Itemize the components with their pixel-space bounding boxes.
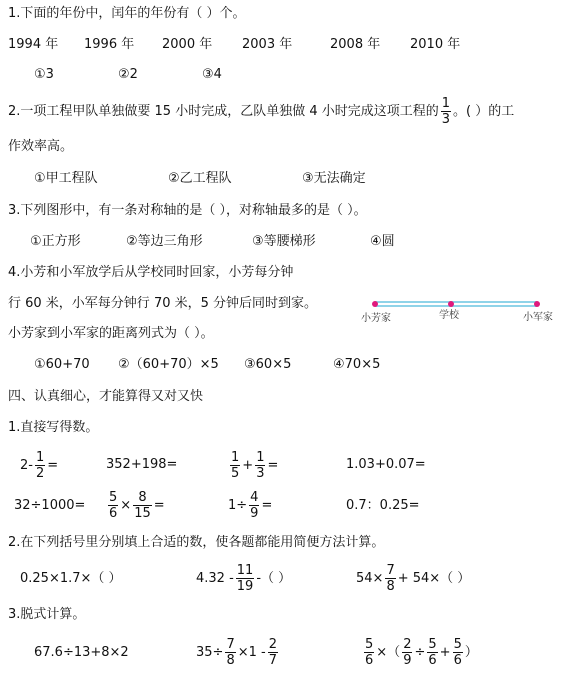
- sub1-e1-equals: =: [47, 457, 59, 473]
- sub3-e3-numerator-1: 5: [365, 637, 374, 652]
- sub1-e6-numerator-2: 8: [133, 490, 152, 506]
- q4-option-2: ②（60+70）×5: [118, 357, 219, 372]
- sub3-e2-middle: ×1 -: [237, 644, 266, 660]
- sub3-e2-denominator-1: 8: [226, 653, 235, 668]
- sub2-expr-1: 0.25×1.7×（ ）: [20, 571, 122, 586]
- sub1-e3-denominator-1: 5: [231, 466, 240, 481]
- q1-year-6: 2010 年: [410, 37, 461, 52]
- sub3-e3-close: ）: [464, 644, 478, 660]
- sub1-e3-fraction-1: [230, 450, 240, 481]
- q4-option-4: ④70×5: [333, 357, 381, 372]
- q2-line-2: 作效率高。: [8, 139, 74, 154]
- q1-option-1: ①3: [34, 67, 54, 82]
- sub2-e3-suffix: + 54×（ ）: [397, 570, 471, 586]
- sub3-e3-denominator-3: 6: [428, 653, 437, 668]
- q4-line-2: 行 60 米，小军每分钟行 70 米，5 分钟后同时到家。: [8, 296, 318, 311]
- sub1-e3-operator: +: [242, 457, 254, 473]
- q2-line1-suffix: 。( ）的工: [453, 103, 515, 119]
- sub1-expr-7: [228, 490, 272, 521]
- q2-option-2: ②乙工程队: [168, 171, 232, 186]
- q2-option-1: ①甲工程队: [34, 171, 98, 186]
- sub1-e3-denominator-2: 3: [256, 466, 265, 481]
- q1-option-3: ③4: [202, 67, 222, 82]
- sub3-e3-plus: +: [439, 644, 451, 660]
- sub2-e2-fraction: [236, 563, 255, 594]
- sub1-expr-4: 1.03+0.07=: [346, 457, 426, 472]
- sub3-e2-fraction-2: [268, 637, 278, 668]
- sub1-e3-numerator-2: 1: [256, 450, 265, 465]
- sub2-e3-prefix: 54×: [356, 570, 384, 586]
- q3-option-3: ③等腰梯形: [252, 234, 316, 249]
- q2-line-1: [8, 96, 514, 127]
- sub3-e3-open: ×（: [376, 644, 401, 660]
- sub1-expr-5: 32÷1000=: [14, 498, 86, 513]
- sub3-title: 3.脱式计算。: [8, 607, 86, 622]
- sub1-e3-equals: =: [267, 457, 279, 473]
- sub1-e1-denominator: 2: [35, 466, 45, 481]
- sub3-e3-fraction-3: [427, 637, 437, 668]
- sub3-e2-denominator-2: 7: [268, 653, 277, 668]
- sub2-e3-denominator: 8: [386, 579, 395, 594]
- q2-fraction-denominator: 3: [441, 112, 451, 127]
- sub1-expr-2: 352+198=: [106, 457, 178, 472]
- sub2-e3-fraction: [385, 563, 395, 594]
- sub1-e7-numerator: 4: [250, 490, 259, 505]
- sub1-e1-fraction: [35, 450, 45, 481]
- sub1-expr-3: [228, 450, 278, 481]
- q1-option-2: ②2: [118, 67, 138, 82]
- q1-year-1: 1994 年: [8, 37, 59, 52]
- sub3-expr-3: [362, 637, 478, 668]
- sub1-e6-equals: =: [153, 497, 165, 513]
- q1-year-3: 2000 年: [162, 37, 213, 52]
- label-xiaofang-home: 小芳家: [361, 313, 391, 324]
- sub3-e3-numerator-2: 2: [403, 637, 412, 652]
- sub3-e2-fraction-1: [225, 637, 235, 668]
- q1-year-4: 2003 年: [242, 37, 293, 52]
- sub2-e2-denominator: 19: [236, 579, 254, 594]
- q4-line-3: 小芳家到小军家的距离列式为（ ）。: [8, 326, 214, 341]
- q1-question: 1.下面的年份中，闰年的年份有（ ）个。: [8, 6, 246, 21]
- label-school: 学校: [439, 310, 459, 321]
- sub3-e2-prefix: 35÷: [196, 644, 224, 660]
- sub3-e3-denominator-4: 6: [453, 653, 462, 668]
- sub1-e1-numerator: 1: [35, 450, 45, 465]
- q4-route-diagram: [355, 292, 565, 328]
- sub2-title: 2.在下列括号里分别填上合适的数，使各题都能用简便方法计算。: [8, 535, 385, 550]
- sub3-e3-fraction-4: [453, 637, 463, 668]
- sub3-e3-numerator-4: 5: [453, 637, 462, 652]
- sub1-e6-denominator-1: 6: [109, 506, 118, 521]
- sub1-e6-fraction-2: [133, 490, 152, 521]
- sub3-e3-divide: ÷: [414, 644, 426, 660]
- sub3-expr-1: 67.6÷13+8×2: [34, 645, 129, 660]
- q2-option-3: ③无法确定: [302, 171, 366, 186]
- section-4-title: 四、认真细心，才能算得又对又快: [8, 389, 204, 404]
- sub1-e6-operator: ×: [120, 497, 132, 513]
- sub3-e3-denominator-1: 6: [365, 653, 374, 668]
- q3-option-4: ④圆: [370, 234, 395, 249]
- label-xiaojun-home: 小军家: [523, 312, 553, 323]
- q4-option-1: ①60+70: [34, 357, 90, 372]
- school-dot: [448, 301, 454, 307]
- sub1-expr-1: [20, 450, 58, 481]
- sub3-e2-numerator-2: 2: [268, 637, 277, 652]
- sub1-expr-6: [106, 490, 165, 521]
- sub3-e3-fraction-1: [364, 637, 374, 668]
- sub1-e6-numerator-1: 5: [109, 490, 118, 505]
- q2-fraction-numerator: 1: [441, 96, 451, 111]
- sub3-e2-numerator-1: 7: [226, 637, 235, 652]
- q2-fraction: [441, 96, 451, 127]
- q2-line1-prefix: 2.一项工程甲队单独做要 15 小时完成，乙队单独做 4 小时完成这项工程的: [8, 103, 439, 119]
- sub1-e3-fraction-2: [255, 450, 265, 481]
- sub1-e7-fraction: [249, 490, 259, 521]
- sub3-e3-denominator-2: 9: [403, 653, 412, 668]
- q1-year-2: 1996 年: [84, 37, 135, 52]
- sub1-e6-fraction-1: [108, 490, 118, 521]
- q3-question: 3.下列图形中，有一条对称轴的是（ ），对称轴最多的是（ ）。: [8, 203, 367, 218]
- sub2-expr-2: [196, 563, 291, 594]
- q1-year-5: 2008 年: [330, 37, 381, 52]
- sub2-expr-3: [356, 563, 470, 594]
- q4-option-3: ③60×5: [244, 357, 292, 372]
- q3-option-2: ②等边三角形: [126, 234, 203, 249]
- xiaofang-home-dot: [372, 301, 378, 307]
- sub2-e2-numerator: 11: [236, 563, 254, 578]
- sub1-e1-prefix: 2-: [20, 457, 33, 473]
- sub3-expr-2: [196, 637, 280, 668]
- sub1-e7-denominator: 9: [250, 506, 259, 521]
- sub1-e3-numerator-1: 1: [231, 450, 240, 465]
- sub3-e3-fraction-2: [402, 637, 412, 668]
- sub1-e7-prefix: 1÷: [228, 497, 248, 513]
- q4-line-1: 4.小芳和小军放学后从学校同时回家，小芳每分钟: [8, 265, 294, 280]
- sub2-e3-numerator: 7: [386, 563, 395, 578]
- q3-option-1: ①正方形: [30, 234, 81, 249]
- sub1-title: 1.直接写得数。: [8, 420, 99, 435]
- sub1-e6-denominator-2: 15: [134, 506, 151, 521]
- sub1-expr-8: 0.7：0.25=: [346, 498, 420, 513]
- sub3-e3-numerator-3: 5: [428, 637, 437, 652]
- sub2-e2-suffix: -（ ）: [256, 570, 292, 586]
- sub1-e7-equals: =: [261, 497, 273, 513]
- sub2-e2-prefix: 4.32 -: [196, 570, 234, 586]
- xiaojun-home-dot: [534, 301, 540, 307]
